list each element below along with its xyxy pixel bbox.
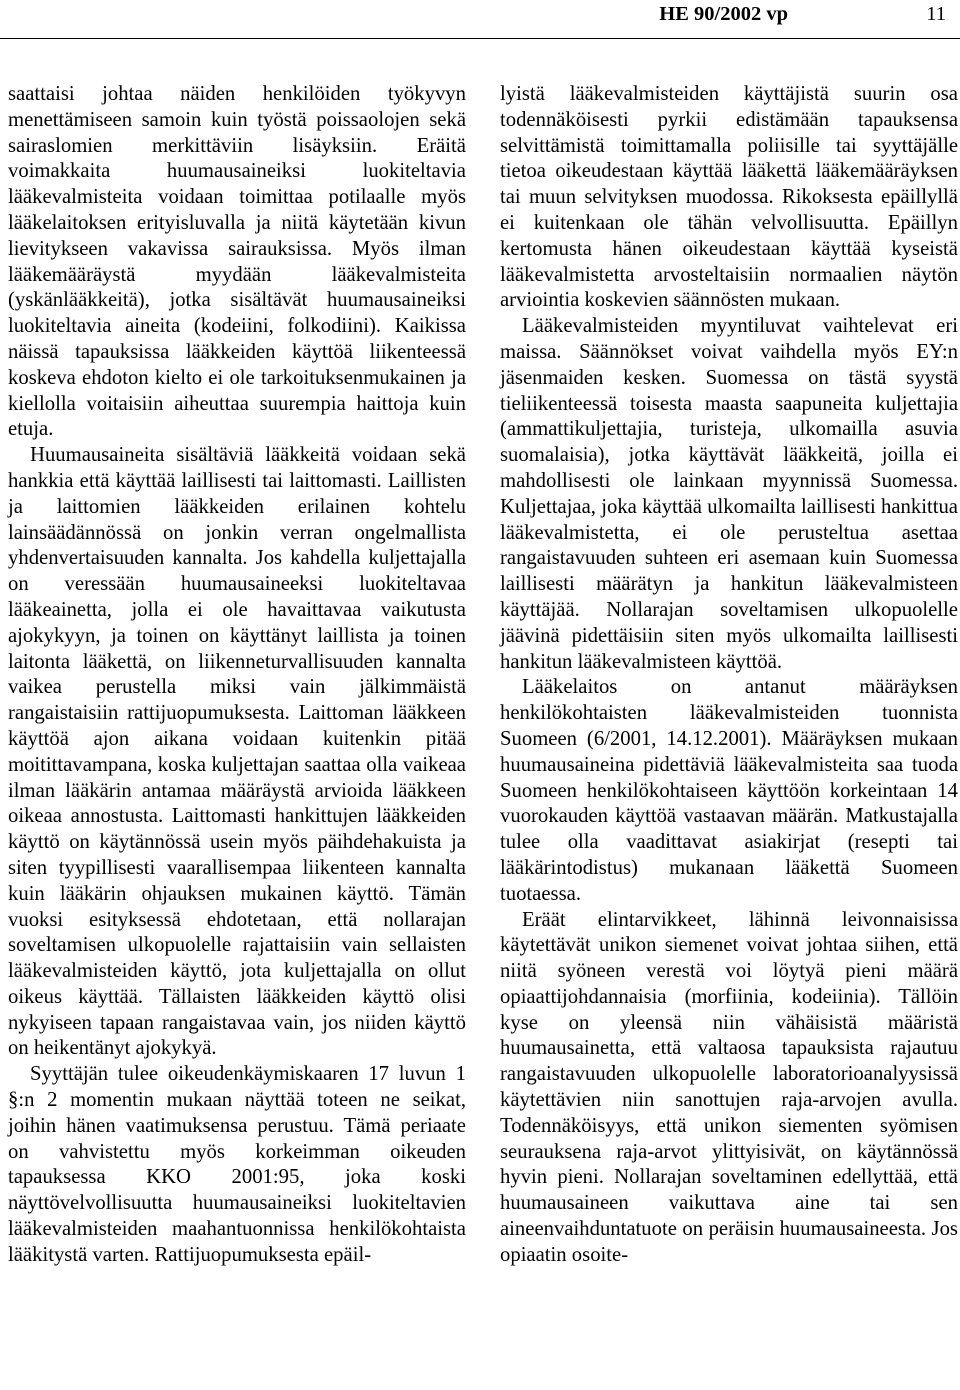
paragraph: Lääkevalmisteiden myyntiluvat vaihtelevat eri maissa. Säännökset voivat vaihdella myös EY:n jäsenmaiden kesken. Suomessa on tästä syystä tieliikenteessä toisesta maasta saapuneita kuljettajia (ammattikuljettajia, turisteja, ulkomailla asuvia suomalaisia), jotka käyttävät lääkkeitä, joilla ei mahdollisesti ole lainkaan myynnissä Suomessa. Kuljettajaa, joka käyttää ulkomailta laillisesti hankittua lääkevalmistetta, ei ole perusteltua asettaa rangaistavuuden suhteen eri asemaan kuin Suomessa laillisesti määrätyn ja hankitun lääkevalmisteen käyttäjää. Nollarajan soveltamisen ulkopuolelle jäävinä pidettäisiin siten myös ulkomailta laillisesti hankitun lääkevalmisteen käyttöä. bbox=[500, 315, 958, 673]
left-column bbox=[8, 82, 466, 1269]
paragraph: Eräät elintarvikkeet, lähinnä leivonnaisissa käytettävät unikon siemenet voivat johtaa siihen, että niitä syöneen verestä voi löytyä pieni määrä opiaattijohdannaisia (morfiinia, kodeiinia). Tällöin kyse on yleensä niin vähäisistä määristä huumausainetta, että valtaosa tapauksista rajautuu rangaistavuuden ulkopuolelle laboratorioanalyysissä käytettävien niin sanottujen raja-arvojen avulla. Todennäköisyys, että unikon siementen syömisen seurauksena raja-arvot ylittyisivät, on käytännössä hyvin pieni. Nollarajan soveltaminen edellyttää, että huumausaineen vaikuttava aine tai sen aineenvaihduntatuote on peräisin huumausaineesta. Jos opiaatin osoite- bbox=[500, 908, 958, 1266]
paragraph: Lääkelaitos on antanut määräyksen henkilökohtaisten lääkevalmisteiden tuonnista Suomeen (6/2001, 14.12.2001). Määräyksen mukaan huumausaineina pidettäviä lääkevalmisteita saa tuoda Suomeen henkilökohtaiseen käyttöön korkeintaan 14 vuorokauden käyttöä vastaavan määrän. Matkustajalla tulee olla vaadittavat asiakirjat (resepti tai lääkärintodistus) mukanaan lääkettä Suomeen tuotaessa. bbox=[500, 676, 958, 905]
right-column bbox=[500, 82, 958, 1269]
header-divider bbox=[0, 38, 960, 39]
paragraph: saattaisi johtaa näiden henkilöiden työkyvyn menettämiseen samoin kuin työstä poissaolojen sekä sairaslomien merkittäviin lisäyksiin. Eräitä voimakkaita huumausaineiksi luokiteltavia lääkevalmisteita voidaan toimittaa potilaalle myös lääkelaitoksen erityisluvalla ja niitä käytetään kivun lievitykseen vakavissa sairauksissa. Myös ilman lääkemääräystä myydään lääkevalmisteita (yskänlääkkeitä), jotka sisältävät huumausaineiksi luokiteltavia aineita (kodeiini, folkodiini). Kaikissa näissä tapauksissa lääkkeiden käyttöä liikenteessä koskeva ehdoton kielto ei ole tarkoituksenmukainen ja kiellolla voitaisiin aiheuttaa suurempia haittoja kuin etuja. bbox=[8, 83, 466, 441]
document-id: HE 90/2002 vp bbox=[659, 3, 788, 25]
page-number: 11 bbox=[926, 3, 946, 25]
paragraph: Syyttäjän tulee oikeudenkäymiskaaren 17 luvun 1 §:n 2 momentin mukaan näyttää toteen ne seikat, joihin hänen vaatimuksensa perustuu. Tämä periaate on vahvistettu myös korkeimman oikeuden tapauksessa KKO 2001:95, joka koski näyttövelvollisuutta huumausaineiksi luokiteltavien lääkevalmisteiden maahantuonnissa henkilökohtaista lääkitystä varten. Rattijuopumuksesta epäil- bbox=[8, 1063, 466, 1266]
paragraph: lyistä lääkevalmisteiden käyttäjistä suurin osa todennäköisesti pyrkii edistämään tapauksensa selvittämistä toimittamalla poliisille tai syyttäjälle tietoa oikeudestaan käyttää lääkettä lääkemääräyksen tai muun selvityksen muodossa. Rikoksesta epäillyllä ei kuitenkaan ole tähän velvollisuutta. Epäillyn kertomusta hänen oikeudestaan käyttää kyseistä lääkevalmistetta arvosteltaisiin normaalien näytön arviointia koskevien säännösten mukaan. bbox=[500, 83, 958, 312]
paragraph: Huumausaineita sisältäviä lääkkeitä voidaan sekä hankkia että käyttää laillisesti tai laittomasti. Laillisten ja laittomien lääkkeiden erilainen kohtelu lainsäädännössä on jonkin verran ongelmallista yhdenvertaisuuden kannalta. Jos kahdella kuljettajalla on veressään huumausaineeksi luokiteltavaa lääkeainetta, jolla ei ole havaittavaa vaikutusta ajokykyyn, ja toinen on käyttänyt laillista ja toinen laitonta lääkettä, on liikenneturvallisuuden kannalta vaikea perustella miksi vain jälkimmäistä rangaistaisiin rattijuopumuksesta. Laittoman lääkkeen käyttöä ajon aikana voidaan kuitenkin pitää moitittavampana, koska kuljettajan saattaa olla vaikeaa ilman lääkärin antamaa määräystä arvioida lääkkeen oikeaa annostusta. Laittomasti hankittujen lääkkeiden käyttö on käytännössä usein myös päihdehakuista ja siten tyypillisesti vaarallisempaa liikenteen kannalta kuin lääkärin ohjauksen mukainen käyttö. Tämän vuoksi esityksessä ehdotetaan, että nollarajan soveltamisen ulkopuolelle rajattaisiin vain sellaisten lääkevalmisteiden käyttö, jota kuljettajalla on ollut oikeus käyttää. Tällaisten lääkkeiden käyttö olisi nykyiseen tapaan rangaistavaa vain, jos niiden käyttö on heikentänyt ajokykyä. bbox=[8, 444, 466, 1060]
page-header bbox=[0, 0, 960, 42]
